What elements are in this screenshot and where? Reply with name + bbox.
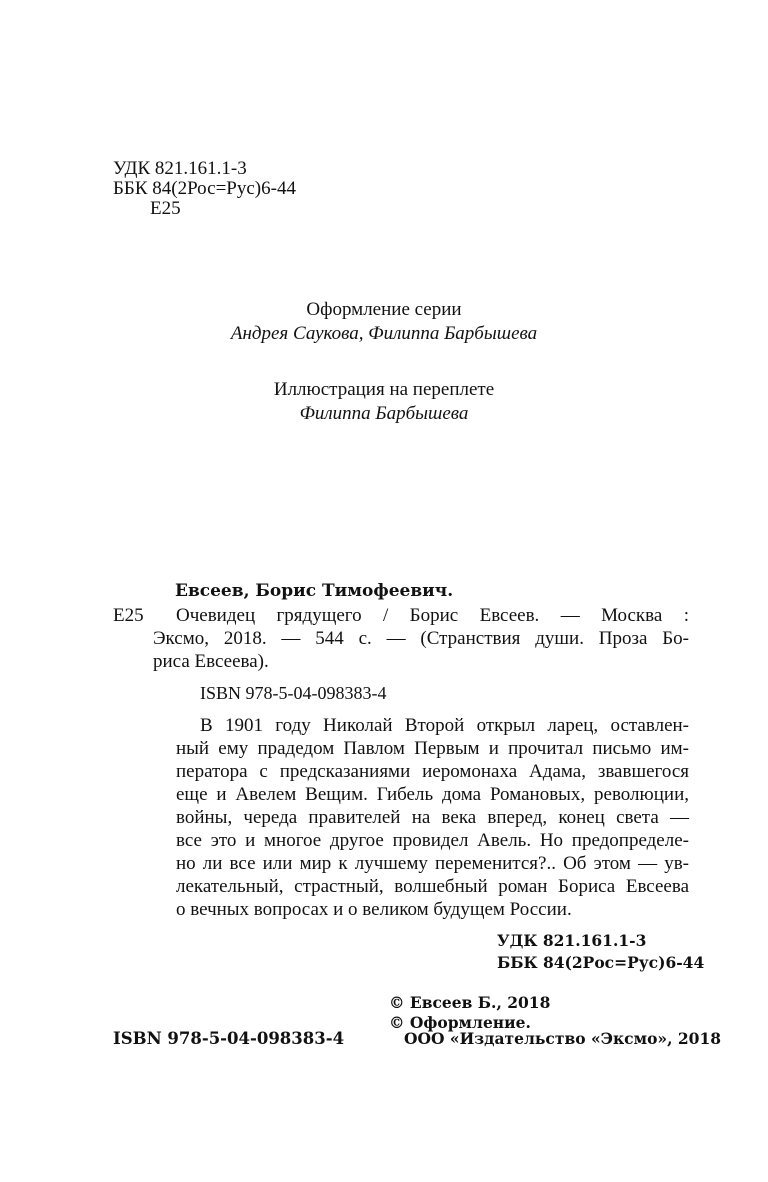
annotation-line-1: В 1901 году Николай Второй открыл ларец, оставлен-	[200, 715, 689, 736]
annotation-line-2: ный ему прадедом Павлом Первым и прочитал письмо им-	[176, 738, 689, 759]
bbk-bold: ББК 84(2Рос=Рус)6-44	[497, 953, 705, 972]
description-line-1: Очевидец грядущего / Борис Евсеев. — Москва :	[176, 605, 689, 626]
bbk-code: ББК 84(2Рос=Рус)6-44	[113, 178, 296, 199]
copyright-author: © Евсеев Б., 2018	[389, 993, 551, 1012]
annotation-line-3: ператора с предсказаниями иеромонаха Адама, звавшегося	[176, 761, 689, 782]
author-mark: Е25	[150, 198, 181, 219]
udk-code: УДК 821.161.1-3	[113, 158, 247, 179]
series-design-names: Андрея Саукова, Филиппа Барбышева	[230, 323, 538, 344]
imprint-isbn: ISBN 978-5-04-098383-4	[113, 1029, 345, 1048]
description-line-2: Эксмо, 2018. — 544 с. — (Странствия души. Проза Бо-	[153, 628, 689, 649]
annotation-line-6: все это и многое другое провидел Авель. Но предопределе-	[176, 830, 689, 851]
author-heading: Евсеев, Борис Тимофеевич.	[175, 581, 454, 601]
record-isbn: ISBN 978-5-04-098383-4	[200, 683, 387, 703]
cover-illustration-label: Иллюстрация на переплете	[273, 379, 495, 400]
record-author-mark: Е25	[113, 605, 144, 626]
cover-illustration-name: Филиппа Барбышева	[299, 403, 469, 424]
annotation-line-8: лекательный, страстный, волшебный роман Бориса Евсеева	[176, 876, 689, 897]
annotation-line-5: войны, череда правителей на века вперед, конец света —	[176, 807, 689, 828]
copyright-design: © Оформление.	[389, 1013, 531, 1032]
udk-bold: УДК 821.161.1-3	[497, 931, 647, 950]
annotation-line-9: о вечных вопросах и о великом будущем России.	[176, 899, 572, 920]
annotation-line-4: еще и Авелем Вещим. Гибель дома Романовых, революции,	[176, 784, 689, 805]
description-line-3: риса Евсеева).	[153, 651, 269, 672]
publisher: ООО «Издательство «Эксмо», 2018	[404, 1029, 722, 1048]
series-design-label: Оформление серии	[306, 299, 462, 320]
annotation-line-7: но ли все или мир к лучшему переменится?.. Об этом — ув-	[176, 853, 689, 874]
